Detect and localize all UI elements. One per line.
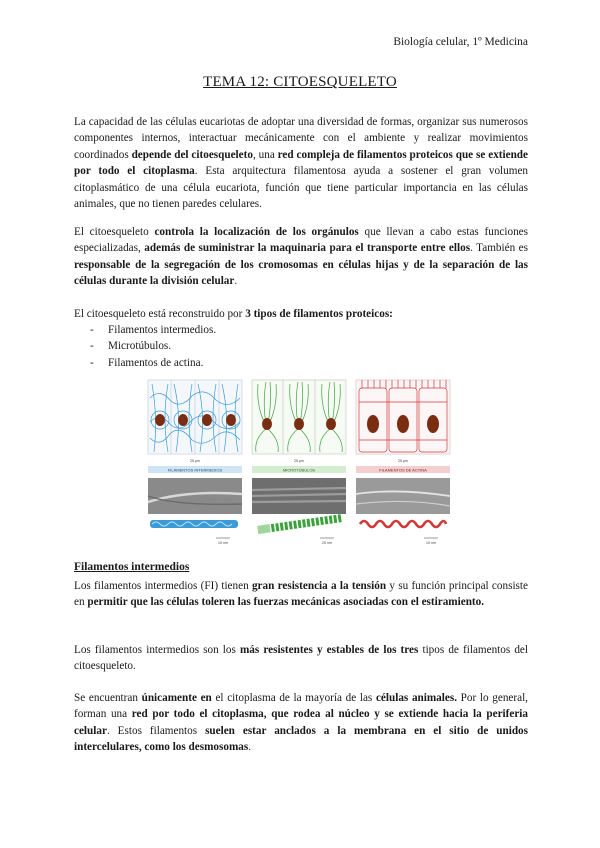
scale-label-filament: 10 nm <box>426 541 436 545</box>
cytoskeleton-figure <box>146 378 452 552</box>
intermediate-filaments-cells-illustration <box>148 380 242 454</box>
scale-label-cells: 25 μm <box>293 459 305 463</box>
micrograph-intermediate <box>148 478 242 514</box>
paragraph-intro: La capacidad de las células eucariotas de adoptar una diversidad de formas, organizar sus numerosos componentes internos, interactuar mecánicamente con el ambiente y realizar movimientos coordinados depende del citoesqueleto, una red compleja de filamentos proteicos que se extiende por todo el citoplasma. Esta arquitectura filamentosa ayuda a sostener el gran volumen citoplasmático de una célula eucariota, función que tiene particular importancia en las células animales, que no tienen paredes celulares. <box>74 116 529 211</box>
list-item: - Filamentos intermedios. <box>90 324 217 336</box>
filament-types-list <box>74 322 216 371</box>
paragraph-intermediate-location: Se encuentran únicamente en el citoplasma de la mayoría de las células animales. Por lo general, forman una red por todo el citoplasma, que rodea al núcleo y se extiende hacia la periferia celular. Estos filamentos suelen estar anclados a la membrana en el sitio de unidos intercelulares, como los desmosomas. <box>74 692 529 754</box>
scale-label-cells: 25 μm <box>189 459 201 463</box>
microtubule-model <box>258 518 342 530</box>
scale-label-filament: 25 nm <box>322 541 332 545</box>
actin-filaments-cells-illustration <box>356 380 450 454</box>
section-heading: Filamentos intermedios <box>74 561 190 573</box>
paragraph-intermediate-strength: Los filamentos intermedios son los más resistentes y estables de los tres tipos de filamentos del citoesqueleto. <box>74 644 529 673</box>
micrograph-actin <box>356 478 450 514</box>
paragraph-functions: El citoesqueleto controla la localización de los orgánulos que llevan a cabo estas funciones especializadas, además de suministrar la maquinaria para el transporte entre ellos. También es responsable de la segregación de los cromosomas en células hijas y de la separación de las células durante la división celular. <box>74 226 529 288</box>
list-item: - Filamentos de actina. <box>90 356 204 369</box>
page-title: TEMA 12: CITOESQUELETO <box>203 74 397 90</box>
actin-filament-model <box>360 521 446 527</box>
scale-label-cells: 25 μm <box>397 459 409 463</box>
document-header: Biología celular, 1º Medicina <box>393 36 528 48</box>
panel-label-microtubules: MICROTÚBULOS <box>282 467 316 473</box>
scale-label-filament: 10 nm <box>218 541 228 545</box>
paragraph-types: El citoesqueleto está reconstruido por 3 tipos de filamentos proteicos: <box>74 308 393 320</box>
paragraph-intermediate-function: Los filamentos intermedios (FI) tienen gran resistencia a la tensión y su función principal consiste en permitir que las células toleren las fuerzas mecánicas asociadas con el estiramiento. <box>74 580 528 609</box>
intermediate-filament-model <box>150 520 238 528</box>
panel-label-actin: FILAMENTOS DE ACTINA <box>379 467 427 473</box>
panel-label-intermediate: FILAMENTOS INTERMEDIOS <box>167 467 223 473</box>
microtubules-cells-illustration <box>252 380 346 454</box>
list-item: - Microtúbulos. <box>90 340 172 353</box>
